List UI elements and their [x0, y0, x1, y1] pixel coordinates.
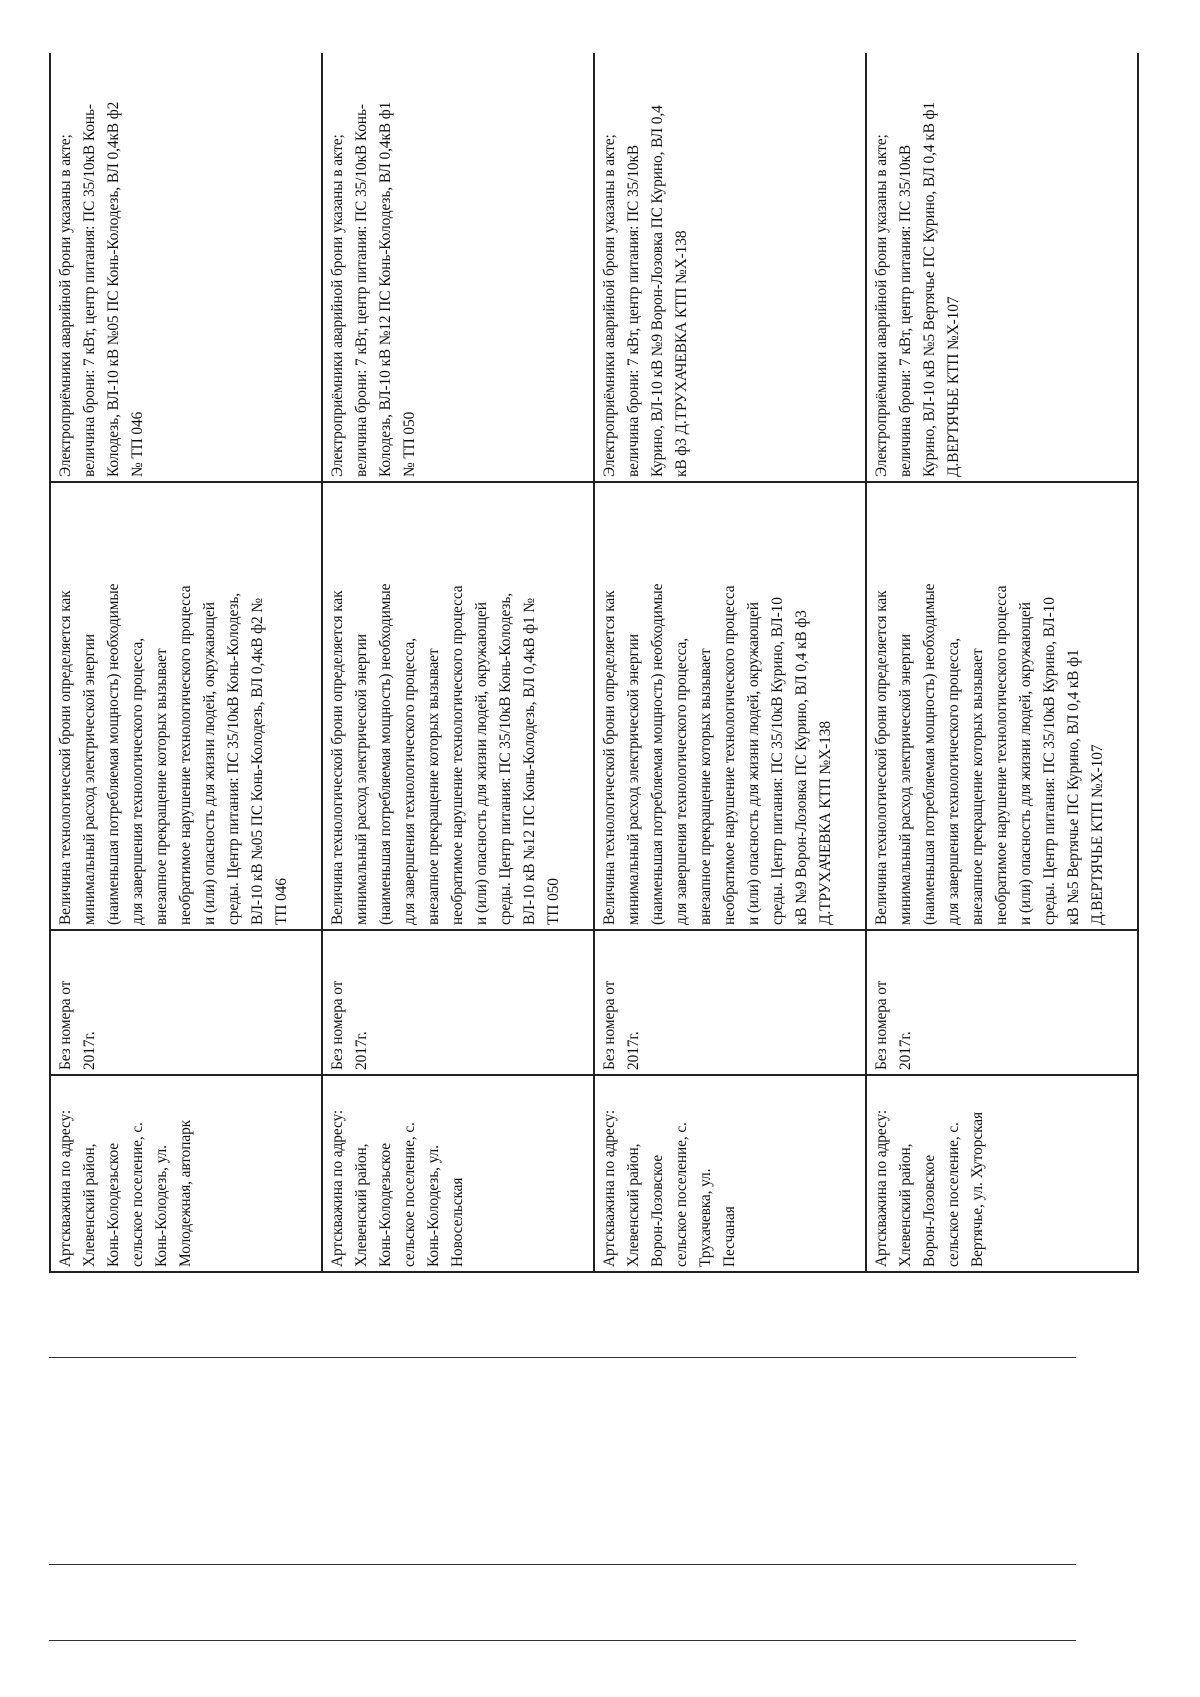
emergency-reserve-cell: Электроприёмники аварийной брони указаны в акте; величина брони: 7 кВт, центр питания: ПС 35/10кВ Курино, ВЛ-10 кВ №9 Ворон-Лозовка ПС Курино, ВЛ 0,4 кВ ф3 Д.ТРУХАЧЕВКА КТП №Х-138 [594, 53, 866, 482]
technological-reserve-cell: Величина технологической брони определяется как минимальный расход электрической энергии (наименьшая потребляемая мощность) необходимые для завершения технологического процесса, внезапное прекращение которых вызывает необратимое нарушение технологического процесса и (или) опасность для жизни людей, окружающей среды. Центр питания: ПС 35/10кВ Курино, ВЛ-10 кВ №9 Ворон-Лозовка ПС Курино, ВЛ 0,4 кВ ф3 Д.ТРУХАЧЕВКА КТП №Х-138 [594, 482, 866, 930]
technological-reserve-cell: Величина технологической брони определяется как минимальный расход электрической энергии (наименьшая потребляемая мощность) необходимые для завершения технологического процесса, внезапное прекращение которых вызывает необратимое нарушение технологического процесса и (или) опасность для жизни людей, окружающей среды. Центр питания: ПС 35/10кВ Конь-Колодезь, ВЛ-10 кВ №05 ПС Конь-Колодезь, ВЛ 0,4кВ ф2 № ТП 046 [50, 482, 322, 930]
document-cell: Без номера от 2017г. [866, 930, 1138, 1075]
document-cell: Без номера от 2017г. [50, 930, 322, 1075]
document-cell: Без номера от 2017г. [322, 930, 594, 1075]
table-row [866, 53, 1138, 1272]
emergency-reserve-cell: Электроприёмники аварийной брони указаны в акте; величина брони: 7 кВт, центр питания: ПС 35/10кВ Конь- Колодезь, ВЛ-10 кВ №05 ПС Конь-Колодезь, ВЛ 0,4кВ ф2 № ТП 046 [50, 53, 322, 482]
reserve-table [49, 53, 1139, 1273]
address-cell: Артскважина по адресу: Хлевенский район, Ворон-Лозовское сельское поселение, с. Вертячье, ул. Хуторская [866, 1075, 1138, 1272]
table-row [594, 53, 866, 1272]
document-cell: Без номера от 2017г. [594, 930, 866, 1075]
horizontal-rule [49, 1564, 1076, 1565]
emergency-reserve-cell: Электроприёмники аварийной брони указаны в акте; величина брони: 7 кВт, центр питания: ПС 35/10кВ Конь- Колодезь, ВЛ-10 кВ №12 ПС Конь-Колодезь, ВЛ 0,4кВ ф1 № ТП 050 [322, 53, 594, 482]
table-row [50, 53, 322, 1272]
address-cell: Артскважина по адресу: Хлевенский район, Конь-Колодезьское сельское поселение, с. Конь-Колодезь, ул. Молодежная, автопарк [50, 1075, 322, 1272]
horizontal-rule [49, 1357, 1076, 1358]
address-cell: Артскважина по адресу: Хлевенский район, Ворон-Лозовское сельское поселение, с. Трухачевка, ул. Песчаная [594, 1075, 866, 1272]
horizontal-rule [49, 1640, 1076, 1641]
technological-reserve-cell: Величина технологической брони определяется как минимальный расход электрической энергии (наименьшая потребляемая мощность) необходимые для завершения технологического процесса, внезапное прекращение которых вызывает необратимое нарушение технологического процесса и (или) опасность для жизни людей, окружающей среды. Центр питания: ПС 35/10кВ Курино, ВЛ-10 кВ №5 Вертячье ПС Курино, ВЛ 0,4 кВ ф1 Д.ВЕРТЯЧЬЕ КТП №Х-107 [866, 482, 1138, 930]
table-row [322, 53, 594, 1272]
rotated-table-container [49, 53, 1139, 1273]
address-cell: Артскважина по адресу: Хлевенский район, Конь-Колодезьское сельское поселение, с. Конь-Колодезь, ул. Новосельская [322, 1075, 594, 1272]
technological-reserve-cell: Величина технологической брони определяется как минимальный расход электрической энергии (наименьшая потребляемая мощность) необходимые для завершения технологического процесса, внезапное прекращение которых вызывает необратимое нарушение технологического процесса и (или) опасность для жизни людей, окружающей среды. Центр питания: ПС 35/10кВ Конь-Колодезь, ВЛ-10 кВ №12 ПС Конь-Колодезь, ВЛ 0,4кВ ф1 № ТП 050 [322, 482, 594, 930]
rotated-table-area [49, 53, 1139, 1273]
emergency-reserve-cell: Электроприёмники аварийной брони указаны в акте; величина брони: 7 кВт, центр питания: ПС 35/10кВ Курино, ВЛ-10 кВ №5 Вертячье ПС Курино, ВЛ 0,4 кВ ф1 Д.ВЕРТЯЧЬЕ КТП №Х-107 [866, 53, 1138, 482]
